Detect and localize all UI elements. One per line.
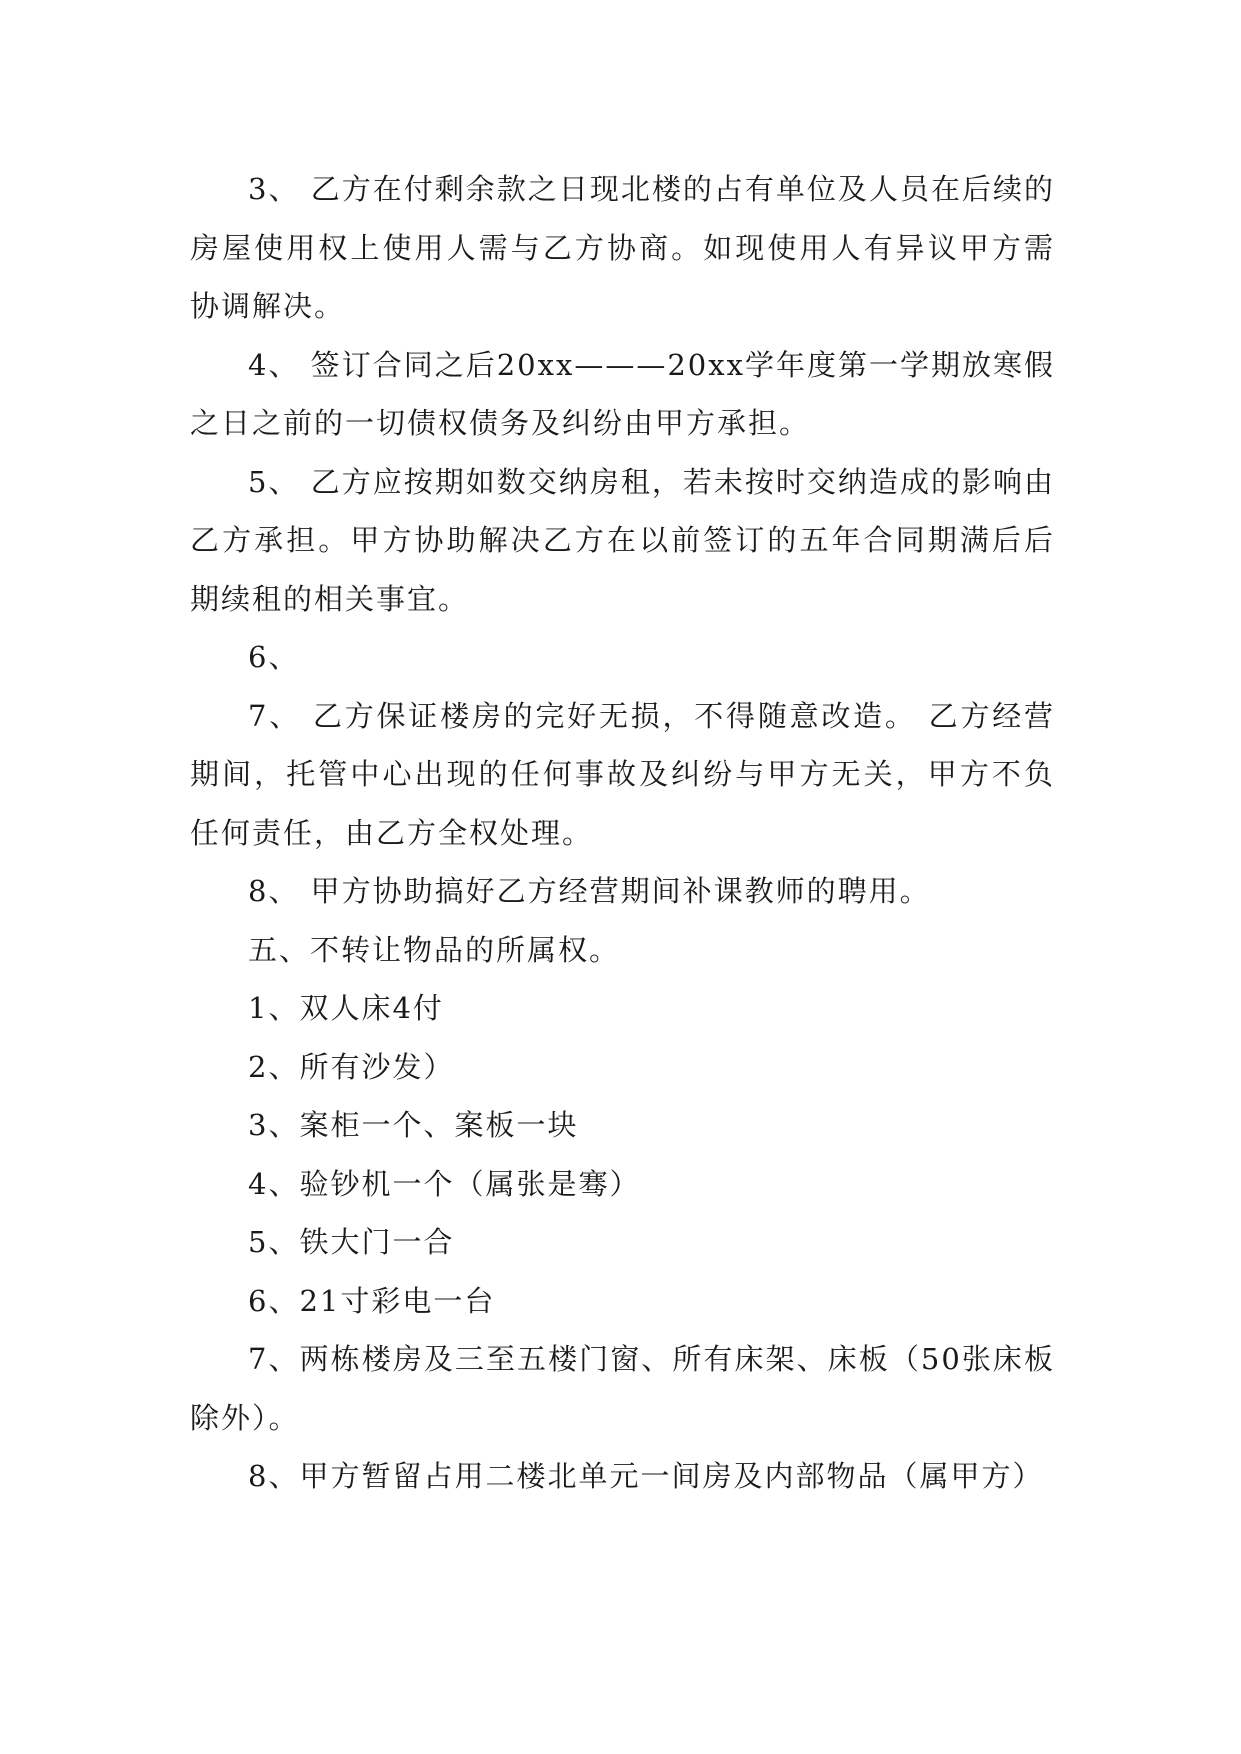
item-3: 3、案柜一个、案板一块 [248,1108,579,1142]
item-4: 4、验钞机一个（属张是骞） [248,1166,641,1201]
clause-7: 7、 乙方保证楼房的完好无损，不得随意改造。 乙方经营期间，托管中心出现的任何事故及纠纷与甲方无关，甲方不负任何责任，由乙方全权处理。 [190,698,1055,850]
clause-8: 8、 甲方协助搞好乙方经营期间补课教师的聘用。 [248,874,931,908]
item-8: 8、甲方暂留占用二楼北单元一间房及内部物品（属甲方） [248,1459,1044,1493]
item-6: 6、21寸彩电一台 [248,1283,496,1318]
item-7: 7、两栋楼房及三至五楼门窗、所有床架、床板（50张床板除外）。 [190,1342,1055,1435]
item-5: 5、铁大门一合 [248,1225,455,1259]
document-body [190,160,1055,1506]
clause-5: 5、 乙方应按期如数交纳房租，若未按时交纳造成的影响由乙方承担。甲方协助解决乙方在以前签订的五年合同期满后后期续租的相关事宜。 [190,464,1055,616]
clause-4: 4、 签订合同之后20xx———20xx学年度第一学期放寒假之日之前的一切债权债务及纠纷由甲方承担。 [190,347,1055,440]
section-5-heading: 五、不转让物品的所属权。 [248,932,621,967]
item-2: 2、所有沙发） [248,1049,455,1084]
clause-6: 6、 [248,640,300,674]
clause-3: 3、 乙方在付剩余款之日现北楼的占有单位及人员在后续的房屋使用权上使用人需与乙方协商。如现使用人有异议甲方需协调解决。 [190,172,1055,323]
item-1: 1、双人床4付 [248,991,444,1025]
